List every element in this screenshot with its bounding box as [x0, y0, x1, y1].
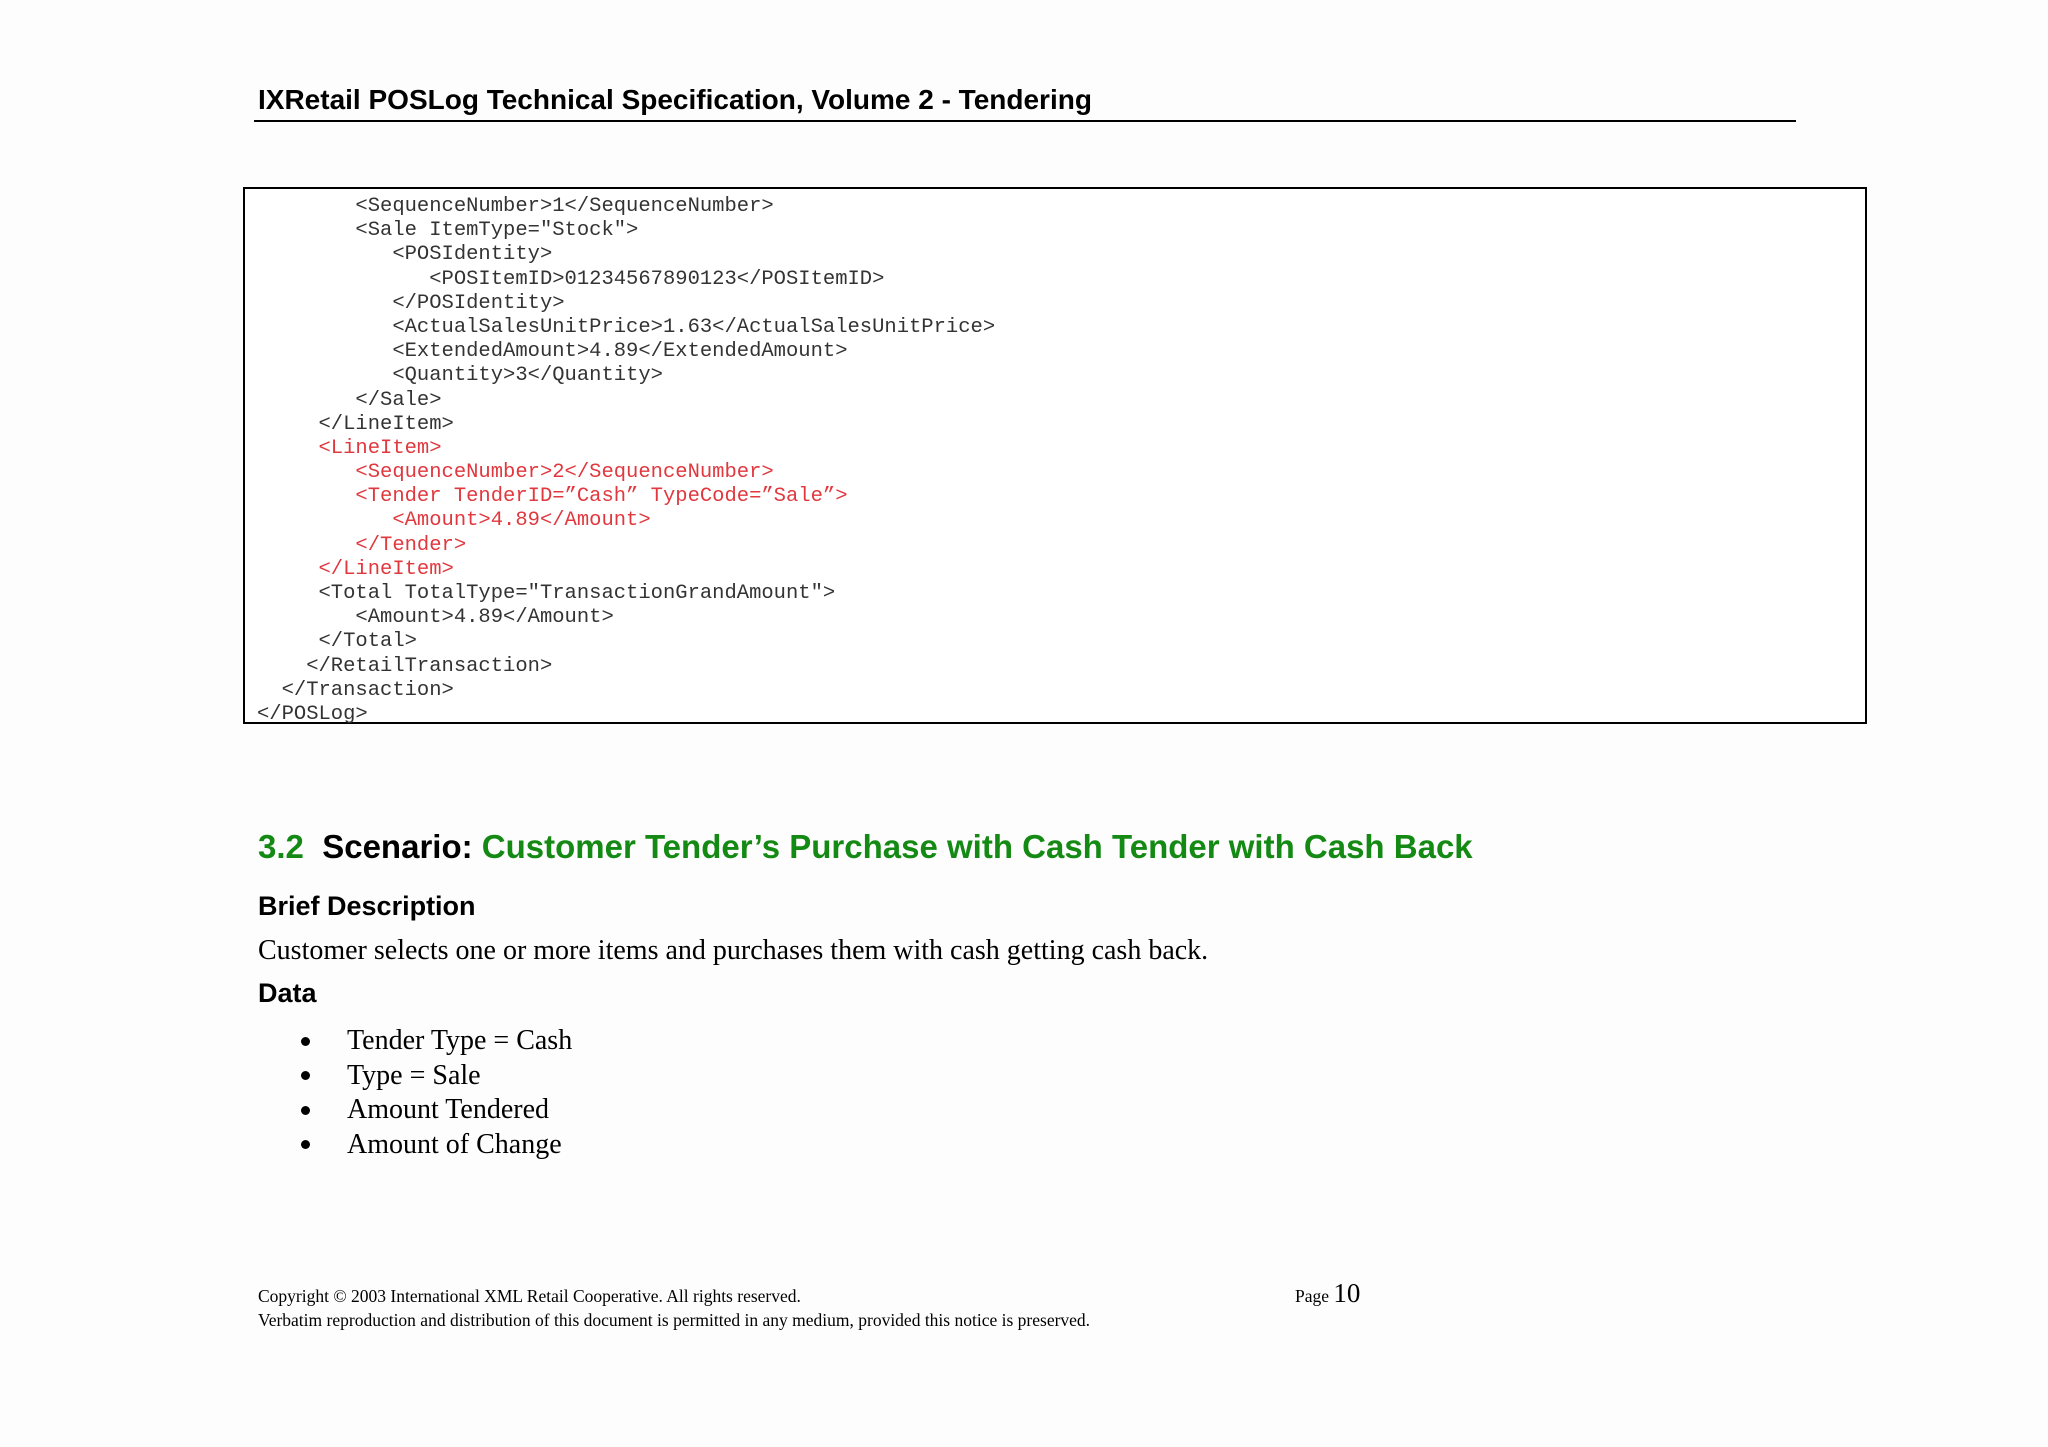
footer-notice: Verbatim reproduction and distribution of this document is permitted in any medium, provided this notice is preserved.: [258, 1310, 1091, 1330]
code-line: <Quantity>3</Quantity>: [257, 364, 663, 388]
page-number: [1295, 1278, 1360, 1309]
data-heading: Data: [258, 978, 317, 1008]
list-item-text: Type = Sale: [347, 1059, 481, 1091]
code-line: <Amount>4.89</Amount>: [257, 606, 614, 630]
code-line: </LineItem>: [257, 557, 454, 581]
document-header-title: IXRetail POSLog Technical Specification, Volume 2 - Tendering: [258, 84, 1092, 115]
code-line: </POSIdentity>: [257, 291, 565, 315]
bullet-icon: [301, 1071, 310, 1080]
code-line: <POSItemID>01234567890123</POSItemID>: [257, 267, 885, 291]
list-item-text: Tender Type = Cash: [347, 1025, 573, 1056]
footer-copyright: Copyright © 2003 International XML Retail Cooperative. All rights reserved.: [258, 1286, 801, 1306]
bullet-icon: [301, 1037, 310, 1046]
xml-code-block: [243, 187, 1867, 724]
code-line: </POSLog>: [257, 702, 368, 726]
page-label: Page: [1295, 1286, 1334, 1306]
code-line: </LineItem>: [257, 412, 454, 436]
section-number: 3.2: [258, 828, 304, 865]
section-prefix: Scenario:: [322, 828, 482, 865]
code-line: <SequenceNumber>2</SequenceNumber>: [257, 461, 774, 485]
page-number-value: 10: [1333, 1278, 1361, 1308]
code-line: </Total>: [257, 630, 417, 654]
section-title: Customer Tender’s Purchase with Cash Tender with Cash Back: [481, 828, 1473, 865]
code-line: </Tender>: [257, 533, 467, 557]
bullet-icon: [301, 1140, 310, 1149]
code-line: <SequenceNumber>1</SequenceNumber>: [257, 195, 774, 218]
list-item: [298, 1093, 572, 1128]
code-line: </RetailTransaction>: [257, 654, 553, 678]
code-line: <ActualSalesUnitPrice>1.63</ActualSalesUnitPrice>: [257, 315, 996, 339]
list-item-text: Amount Tendered: [347, 1094, 550, 1125]
code-line: <Sale ItemType="Stock">: [257, 219, 639, 243]
list-item: [298, 1128, 572, 1163]
code-line: </Transaction>: [257, 678, 454, 702]
code-line: <Tender TenderID=”Cash” TypeCode=”Sale”>: [257, 485, 848, 509]
code-line: <LineItem>: [257, 436, 442, 460]
brief-description-heading: Brief Description: [258, 891, 476, 921]
bullet-icon: [301, 1106, 310, 1115]
code-line: <Total TotalType="TransactionGrandAmount">: [257, 582, 836, 605]
code-line: <Amount>4.89</Amount>: [257, 509, 651, 533]
list-item-text: Amount of Change: [347, 1128, 562, 1160]
code-line: <ExtendedAmount>4.89</ExtendedAmount>: [257, 340, 848, 364]
code-line: <POSIdentity>: [257, 243, 553, 267]
list-item: [298, 1024, 572, 1059]
header-rule: [254, 120, 1796, 122]
brief-description-text: Customer selects one or more items and purchases them with cash getting cash back.: [258, 935, 1209, 966]
section-heading: [258, 828, 1473, 866]
list-item: [298, 1059, 572, 1094]
data-list: [298, 1024, 572, 1162]
code-line: </Sale>: [257, 388, 442, 412]
